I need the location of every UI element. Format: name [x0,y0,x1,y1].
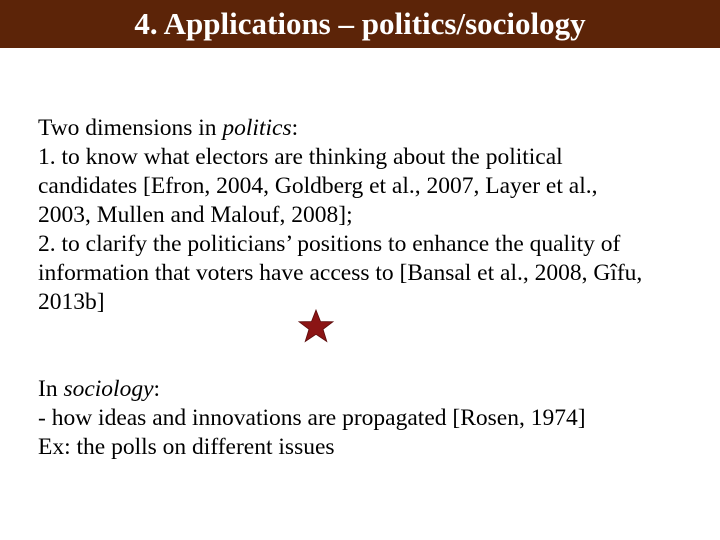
star-icon [296,308,336,344]
slide-body [38,114,698,462]
star-shape [299,310,333,342]
politics-line: information that voters have access to [Bansal et al., 2008, Gîfu, [38,260,643,286]
politics-line: 2013b] [38,289,105,315]
sociology-intro-prefix: In [38,376,64,402]
politics-line: 2003, Mullen and Malouf, 2008]; [38,202,353,228]
slide-title: 4. Applications – politics/sociology [134,6,586,41]
politics-intro-suffix: : [291,115,299,141]
politics-intro [38,114,698,143]
politics-line: 2. to clarify the politicians’ positions to enhance the quality of [38,231,621,257]
politics-intro-emphasis: politics [222,115,292,141]
politics-line: 1. to know what electors are thinking about the political [38,144,563,170]
politics-intro-prefix: Two dimensions in [38,115,223,141]
sociology-line: Ex: the polls on different issues [38,434,335,460]
title-bar [0,0,720,48]
section-gap [38,317,698,375]
sociology-intro-suffix: : [153,376,161,402]
sociology-line: - how ideas and innovations are propagated [Rosen, 1974] [38,405,586,431]
sociology-intro [38,375,698,404]
sociology-intro-emphasis: sociology [63,376,154,402]
politics-line: candidates [Efron, 2004, Goldberg et al., 2007, Layer et al., [38,173,598,199]
